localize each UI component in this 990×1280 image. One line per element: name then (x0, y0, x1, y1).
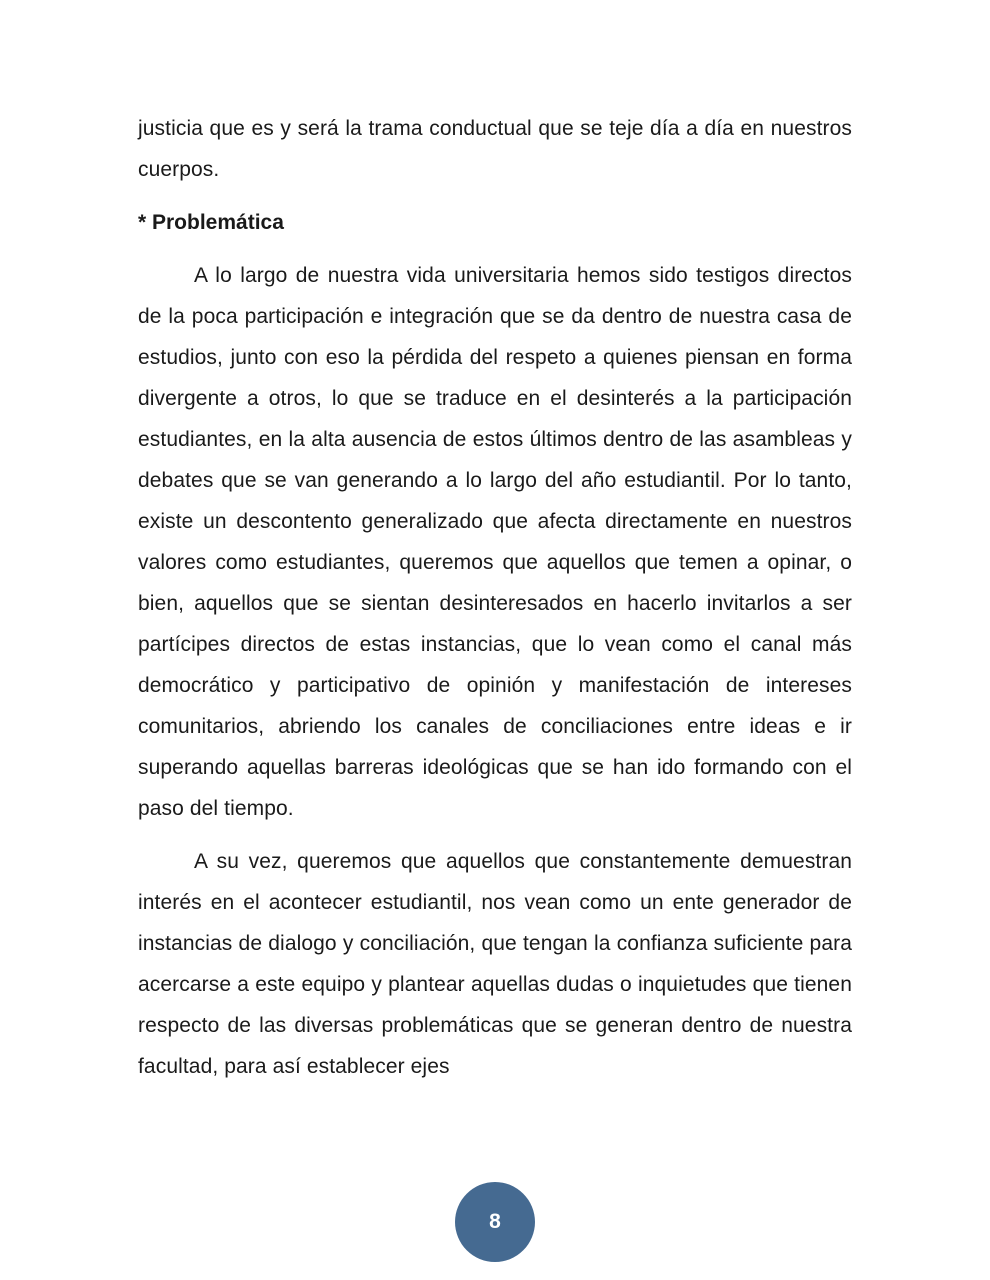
problem-paragraph-1: A lo largo de nuestra vida universitaria hemos sido testigos directos de la poca participación e integración que se da dentro de nuestra casa de estudios, junto con eso la pérdida del respeto a quienes piensan en forma divergente a otros, lo que se traduce en el desinterés a la participación estudiantes, en la alta ausencia de estos últimos dentro de las asambleas y debates que se van generando a lo largo del año estudiantil. Por lo tanto, existe un descontento generalizado que afecta directamente en nuestros valores como estudiantes, queremos que aquellos que temen a opinar, o bien, aquellos que se sientan desinteresados en hacerlo invitarlos a ser partícipes directos de estas instancias, que lo vean como el canal más democrático y participativo de opinión y manifestación de intereses comunitarios, abriendo los canales de conciliaciones entre ideas e ir superando aquellas barreras ideológicas que se han ido formando con el paso del tiempo. (138, 264, 852, 820)
problem-paragraph-2: A su vez, queremos que aquellos que constantemente demuestran interés en el acontecer estudiantil, nos vean como un ente generador de instancias de dialogo y conciliación, que tengan la confianza suficiente para acercarse a este equipo y plantear aquellas dudas o inquietudes que tienen respecto de las diversas problemáticas que se generan dentro de nuestra facultad, para así establecer ejes (138, 850, 852, 1078)
continuation-paragraph: justicia que es y será la trama conductual que se teje día a día en nuestros cuerpos. (138, 117, 852, 181)
page-number-badge: 8 (455, 1182, 535, 1262)
section-heading: * Problemática (138, 211, 284, 234)
document-body (138, 108, 852, 1087)
